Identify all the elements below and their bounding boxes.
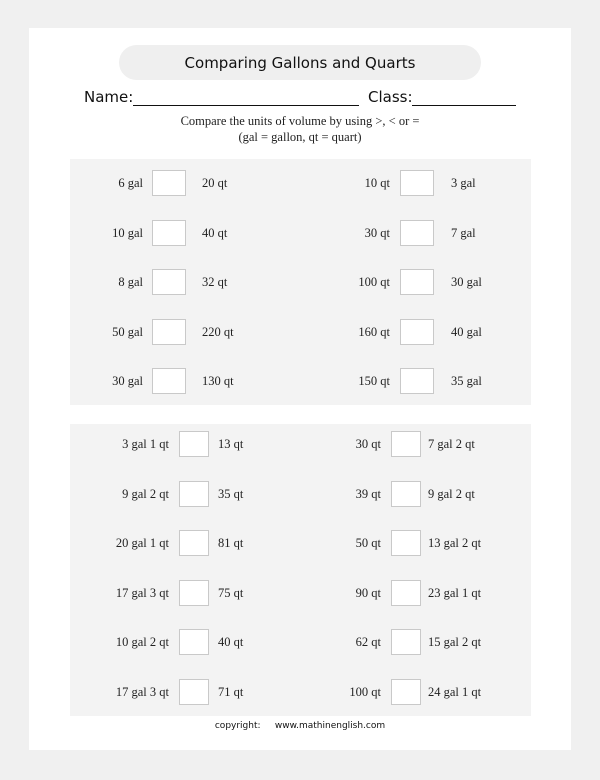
quantity-right: 130 qt [202,374,234,388]
answer-box[interactable] [179,481,209,507]
quantity-right: 35 qt [218,486,244,501]
quantity-right: 30 gal [451,275,482,289]
quantity-right: 13 gal 2 qt [428,536,482,550]
answer-box[interactable] [400,269,434,295]
quantity-right: 15 gal 2 qt [428,635,482,649]
quantity-right: 13 qt [218,437,244,451]
quantity-left: 160 qt [358,324,390,339]
answer-box[interactable] [179,580,209,606]
copyright-label: copyright: [214,721,261,731]
quantity-right: 20 qt [202,176,228,190]
quantity-right: 3 gal [451,176,476,190]
answer-box[interactable] [152,368,186,394]
quantity-left: 100 qt [349,684,381,699]
answer-box[interactable] [391,481,421,507]
quantity-right: 40 qt [202,225,228,240]
quantity-left: 8 gal [118,275,143,289]
worksheet-title [119,45,481,80]
answer-box[interactable] [400,220,434,246]
quantity-right: 75 qt [218,585,244,600]
quantity-right: 9 gal 2 qt [428,486,475,501]
answer-box[interactable] [179,629,209,655]
quantity-right: 7 gal [451,225,476,240]
quantity-left: 50 gal [112,324,143,339]
answer-box[interactable] [400,170,434,196]
class-field-line[interactable] [412,105,516,106]
quantity-left: 150 qt [358,374,390,388]
answer-box[interactable] [152,220,186,246]
quantity-left: 3 gal 1 qt [122,437,169,451]
answer-box[interactable] [391,431,421,457]
quantity-left: 10 gal [112,225,143,240]
quantity-left: 100 qt [358,275,390,289]
answer-box[interactable] [391,679,421,705]
quantity-left: 62 qt [355,635,381,649]
answer-box[interactable] [152,170,186,196]
answer-box[interactable] [391,580,421,606]
quantity-right: 71 qt [218,684,244,699]
quantity-right: 40 qt [218,635,244,649]
quantity-right: 220 qt [202,324,234,339]
quantity-left: 6 gal [118,176,143,190]
answer-box[interactable] [391,629,421,655]
quantity-left: 39 qt [355,486,381,501]
quantity-left: 20 gal 1 qt [115,536,169,550]
answer-box[interactable] [391,530,421,556]
quantity-left: 50 qt [355,536,381,550]
copyright-footer [29,721,571,731]
quantity-left: 10 qt [364,176,390,190]
quantity-right: 7 gal 2 qt [428,437,475,451]
answer-box[interactable] [152,269,186,295]
instructions-line-2: (gal = gallon, qt = quart) [238,130,362,144]
quantity-left: 17 gal 3 qt [115,585,169,600]
quantity-left: 10 gal 2 qt [115,635,169,649]
quantity-left: 17 gal 3 qt [115,684,169,699]
section-2-panel [70,424,531,716]
title-text: Comparing Gallons and Quarts [184,53,416,72]
copyright-site: www.mathinenglish.com [274,721,386,731]
worksheet-page [29,28,571,750]
name-label: Name: [84,88,134,106]
quantity-left: 30 qt [355,437,381,451]
answer-box[interactable] [179,530,209,556]
answer-box[interactable] [179,431,209,457]
quantity-right: 40 gal [451,324,482,339]
answer-box[interactable] [400,368,434,394]
answer-box[interactable] [152,319,186,345]
quantity-right: 81 qt [218,536,244,550]
name-class-row [29,86,571,108]
answer-box[interactable] [179,679,209,705]
quantity-left: 9 gal 2 qt [122,486,169,501]
quantity-left: 30 qt [364,225,390,240]
quantity-left: 30 gal [112,374,143,388]
name-field-line[interactable] [133,105,359,106]
section-1-panel [70,159,531,405]
quantity-right: 23 gal 1 qt [428,585,482,600]
answer-box[interactable] [400,319,434,345]
quantity-left: 90 qt [355,585,381,600]
instructions-line-1: Compare the units of volume by using >, < or = [180,114,420,128]
class-label: Class: [368,88,413,106]
quantity-right: 35 gal [451,374,482,388]
quantity-right: 32 qt [202,275,228,289]
quantity-right: 24 gal 1 qt [428,684,482,699]
